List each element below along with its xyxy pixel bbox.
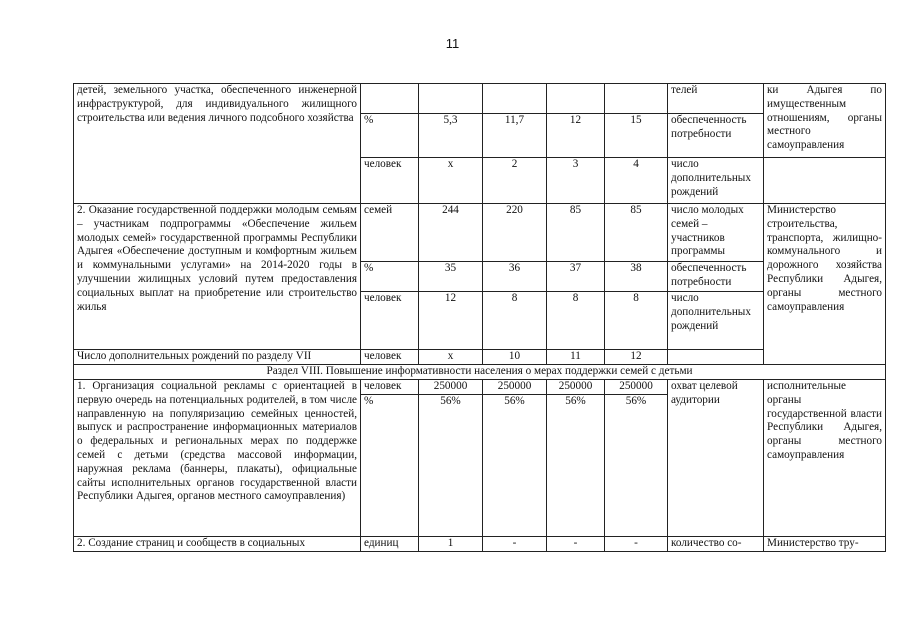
- value-cell: 250000: [547, 380, 605, 395]
- value-cell: 15: [605, 114, 668, 158]
- value-cell: 3: [547, 158, 605, 204]
- value-cell: 37: [547, 262, 605, 292]
- unit-cell: %: [361, 395, 419, 537]
- table-row: [74, 380, 886, 395]
- value-cell: 12: [547, 114, 605, 158]
- section-row: [74, 365, 886, 380]
- value-cell: 10: [483, 350, 547, 365]
- section-heading: Раздел VIII. Повышение информативности населения о мерах поддержки семей с детьми: [74, 365, 886, 380]
- value-cell: 12: [605, 350, 668, 365]
- unit-cell: %: [361, 262, 419, 292]
- indicator-cell: число дополнительных рождений: [668, 158, 764, 204]
- value-cell: 5,3: [419, 114, 483, 158]
- responsible-org: Министерство тру-: [764, 537, 886, 552]
- value-cell: 4: [605, 158, 668, 204]
- table-row: [74, 537, 886, 552]
- value-cell: 2: [483, 158, 547, 204]
- value-cell: -: [605, 537, 668, 552]
- value-cell: 11,7: [483, 114, 547, 158]
- value-cell: 8: [483, 292, 547, 350]
- value-cell: [419, 84, 483, 114]
- indicator-cell: число дополнительных рождений: [668, 292, 764, 350]
- value-cell: x: [419, 350, 483, 365]
- value-cell: 56%: [419, 395, 483, 537]
- value-cell: 8: [605, 292, 668, 350]
- indicator-cell: [668, 350, 764, 365]
- indicator-cell: охват целевой аудитории: [668, 380, 764, 537]
- value-cell: 56%: [483, 395, 547, 537]
- value-cell: 8: [547, 292, 605, 350]
- measure-description: детей, земельного участка, обеспеченного инженерной инфраструктурой, для индивидуального жилищного строительства или ведения личного подсобного хозяйства: [74, 84, 361, 204]
- unit-cell: семей: [361, 204, 419, 262]
- indicator-cell: число молодых семей – участников программы: [668, 204, 764, 262]
- value-cell: 56%: [547, 395, 605, 537]
- value-cell: x: [419, 158, 483, 204]
- unit-cell: человек: [361, 158, 419, 204]
- value-cell: -: [483, 537, 547, 552]
- value-cell: [605, 84, 668, 114]
- table-row: [74, 204, 886, 262]
- value-cell: 35: [419, 262, 483, 292]
- value-cell: [483, 84, 547, 114]
- indicator-cell: телей: [668, 84, 764, 114]
- measure-description: 2. Создание страниц и сообществ в социальных: [74, 537, 361, 552]
- responsible-org: Министерство строительства, транспорта, жилищно-коммунального и дорожного хозяйства Республики Адыгея, органы местного самоуправления: [764, 204, 886, 365]
- value-cell: 38: [605, 262, 668, 292]
- unit-cell: человек: [361, 380, 419, 395]
- unit-cell: человек: [361, 350, 419, 365]
- indicator-cell: обеспеченность потребности: [668, 262, 764, 292]
- measure-description: 2. Оказание государственной поддержки молодым семьям – участникам подпрограммы «Обеспечение жильем молодых семей» государственной программы Республики Адыгея «Обеспечение доступным и комфортным жильем и коммунальными услугами» на 2014-2020 годы в улучшении жилищных условий путем предоставления социальных выплат на приобретение или строительство жилья: [74, 204, 361, 350]
- summary-label: Число дополнительных рождений по разделу VII: [74, 350, 361, 365]
- value-cell: 11: [547, 350, 605, 365]
- value-cell: 36: [483, 262, 547, 292]
- table-row: [74, 84, 886, 114]
- value-cell: -: [547, 537, 605, 552]
- unit-cell: человек: [361, 292, 419, 350]
- value-cell: 85: [605, 204, 668, 262]
- indicator-cell: обеспеченность потребности: [668, 114, 764, 158]
- responsible-org: [764, 158, 886, 204]
- unit-cell: [361, 84, 419, 114]
- responsible-org: ки Адыгея по имущественным отношениям, органы местного самоуправления: [764, 84, 886, 158]
- value-cell: 250000: [419, 380, 483, 395]
- measures-table: [73, 83, 886, 552]
- responsible-org: исполнительные органы государственной власти Республики Адыгея, органы местного самоуправления: [764, 380, 886, 537]
- value-cell: 250000: [605, 380, 668, 395]
- value-cell: [547, 84, 605, 114]
- value-cell: 85: [547, 204, 605, 262]
- value-cell: 56%: [605, 395, 668, 537]
- indicator-cell: количество со-: [668, 537, 764, 552]
- unit-cell: единиц: [361, 537, 419, 552]
- page-number: 11: [445, 36, 460, 51]
- value-cell: 1: [419, 537, 483, 552]
- value-cell: 12: [419, 292, 483, 350]
- value-cell: 244: [419, 204, 483, 262]
- value-cell: 220: [483, 204, 547, 262]
- unit-cell: %: [361, 114, 419, 158]
- measure-description: 1. Организация социальной рекламы с ориентацией в первую очередь на потенциальных родителей, в том числе направленную на популяризацию семейных ценностей, выпуск и распространение информационных материалов о федеральных и региональных мерах по поддержке семей с детьми (средства массовой информации, наружная реклама (баннеры, плакаты), официальные сайты исполнительных органов государственной власти Республики Адыгея, органов местного самоуправления): [74, 380, 361, 537]
- value-cell: 250000: [483, 380, 547, 395]
